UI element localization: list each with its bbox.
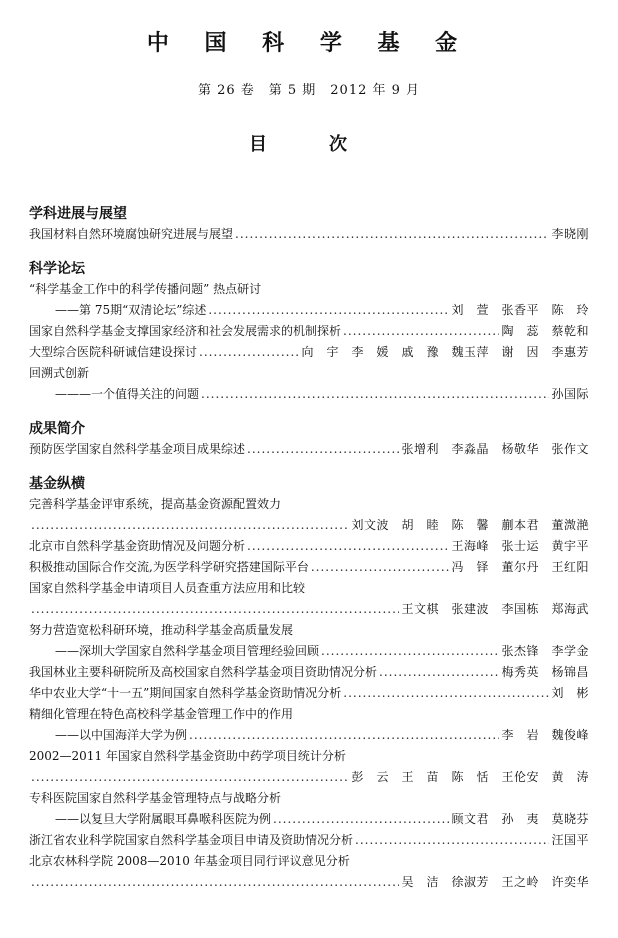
toc-entry[interactable]	[29, 321, 589, 342]
article-title-line: 精细化管理在特色高校科学基金管理工作中的作用	[29, 707, 294, 721]
toc-heading: 目 次	[249, 134, 369, 155]
dot-leader	[31, 515, 349, 536]
section-title: 成果简介	[29, 421, 85, 437]
article-authors: 王文棋 张建波 李国栋 郑海武	[401, 602, 589, 616]
article-authors: 吴 洁 徐淑芳 王之岭 许奕华	[401, 875, 589, 889]
dot-leader	[31, 767, 349, 788]
toc-entry[interactable]	[29, 809, 589, 830]
dot-leader	[247, 439, 399, 460]
toc-entry[interactable]	[29, 641, 589, 662]
journal-title: 中 国 科 学 基 金	[146, 31, 472, 56]
article-authors: 顾文君 孙 夷 莫晓芬	[451, 812, 589, 826]
table-of-contents	[29, 204, 589, 893]
article-authors: 孙国际	[551, 387, 589, 401]
article-title: 积极推动国际合作交流,为医学科学研究搭建国际平台	[29, 560, 309, 574]
article-title: 大型综合医院科研诚信建设探讨	[29, 345, 198, 359]
toc-entry[interactable]	[29, 384, 589, 405]
toc-entry[interactable]	[29, 599, 589, 620]
article-authors: 陶 蕊 蔡乾和	[501, 324, 589, 338]
article-authors: 王海峰 张士运 黄宇平	[451, 539, 589, 553]
article-authors: 李 岩 魏俊峰	[501, 728, 589, 742]
article-authors: 冯 铎 董尔丹 王红阳	[451, 560, 589, 574]
article-authors: 刘 萱 张香平 陈 玲	[451, 303, 589, 317]
toc-entry[interactable]	[29, 557, 589, 578]
article-title: 我国林业主要科研院所及高校国家自然科学基金项目资助情况分析	[29, 665, 378, 679]
article-authors: 李晓刚	[551, 227, 589, 241]
toc-entry[interactable]	[29, 224, 589, 245]
dot-leader	[208, 300, 449, 321]
article-title: ——以复旦大学附属眼耳鼻喉科医院为例	[55, 812, 272, 826]
dot-leader	[343, 683, 549, 704]
article-authors: 刘文波 胡 睦 陈 馨 蒯本君 董溦滟	[351, 518, 589, 532]
dot-leader	[201, 384, 549, 405]
toc-entry[interactable]	[29, 830, 589, 851]
article-title: ——第 75期“双清论坛”综述	[55, 303, 207, 317]
toc-entry[interactable]	[29, 342, 589, 363]
toc-entry[interactable]	[29, 683, 589, 704]
article-title: 浙江省农业科学院国家自然科学基金项目申请及资助情况分析	[29, 833, 354, 847]
article-title-line: 2002—2011 年国家自然科学基金资助中药学项目统计分析	[29, 749, 346, 763]
toc-section	[29, 204, 589, 245]
dot-leader	[247, 536, 449, 557]
toc-section	[29, 474, 589, 893]
section-title: 科学论坛	[29, 261, 85, 277]
section-title: 基金纵横	[29, 476, 85, 492]
dot-leader	[321, 641, 499, 662]
dot-leader	[31, 872, 399, 893]
article-authors: 张杰锋 李学金	[501, 644, 589, 658]
article-authors: 张增利 李淼晶 杨敬华 张作文	[401, 442, 589, 456]
article-authors: 梅秀英 杨锦昌	[501, 665, 589, 679]
article-title-line: 努力营造宽松科研环境，推动科学基金高质量发展	[29, 623, 294, 637]
toc-section	[29, 419, 589, 460]
article-authors: 向 宇 李 媛 戚 豫 魏玉萍 谢 因 李惠芳	[301, 345, 589, 359]
toc-entry[interactable]	[29, 662, 589, 683]
article-title: 国家自然科学基金支撑国家经济和社会发展需求的机制探析	[29, 324, 342, 338]
issue-info: 第 26 卷 第 5 期 2012 年 9 月	[197, 83, 421, 98]
toc-entry[interactable]	[29, 872, 589, 893]
toc-entry[interactable]	[29, 515, 589, 536]
article-authors: 彭 云 王 苗 陈 恬 王伦安 黄 涛	[351, 770, 589, 784]
dot-leader	[355, 830, 549, 851]
toc-section	[29, 259, 589, 405]
article-title-line: 北京农林科学院 2008—2010 年基金项目同行评议意见分析	[29, 854, 350, 868]
article-title: ———一个值得关注的问题	[55, 387, 200, 401]
dot-leader	[235, 224, 549, 245]
article-title-line: 国家自然科学基金申请项目人员查重方法应用和比较	[29, 581, 306, 595]
article-title: ——以中国海洋大学为例	[55, 728, 188, 742]
article-title-line: 回溯式创新	[29, 366, 90, 380]
dot-leader	[311, 557, 450, 578]
toc-entry[interactable]	[29, 300, 589, 321]
article-title: 我国材料自然环境腐蚀研究进展与展望	[29, 227, 234, 241]
article-title-line: 完善科学基金评审系统，提高基金资源配置效力	[29, 497, 282, 511]
dot-leader	[199, 342, 299, 363]
article-title: ——深圳大学国家自然科学基金项目管理经验回顾	[55, 644, 320, 658]
dot-leader	[273, 809, 449, 830]
article-title: 预防医学国家自然科学基金项目成果综述	[29, 442, 246, 456]
toc-entry[interactable]	[29, 725, 589, 746]
dot-leader	[343, 321, 499, 342]
dot-leader	[379, 662, 499, 683]
article-title: 北京市自然科学基金资助情况及问题分析	[29, 539, 246, 553]
article-authors: 刘 彬	[551, 686, 589, 700]
dot-leader	[31, 599, 399, 620]
article-title-line: “科学基金工作中的科学传播问题” 热点研讨	[29, 282, 262, 296]
article-title-line: 专科医院国家自然科学基金管理特点与战略分析	[29, 791, 282, 805]
toc-entry[interactable]	[29, 536, 589, 557]
section-title: 学科进展与展望	[29, 206, 127, 222]
article-authors: 汪国平	[551, 833, 589, 847]
toc-entry[interactable]	[29, 767, 589, 788]
article-title: 华中农业大学“十一五”期间国家自然科学基金资助情况分析	[29, 686, 342, 700]
toc-entry[interactable]	[29, 439, 589, 460]
dot-leader	[189, 725, 499, 746]
